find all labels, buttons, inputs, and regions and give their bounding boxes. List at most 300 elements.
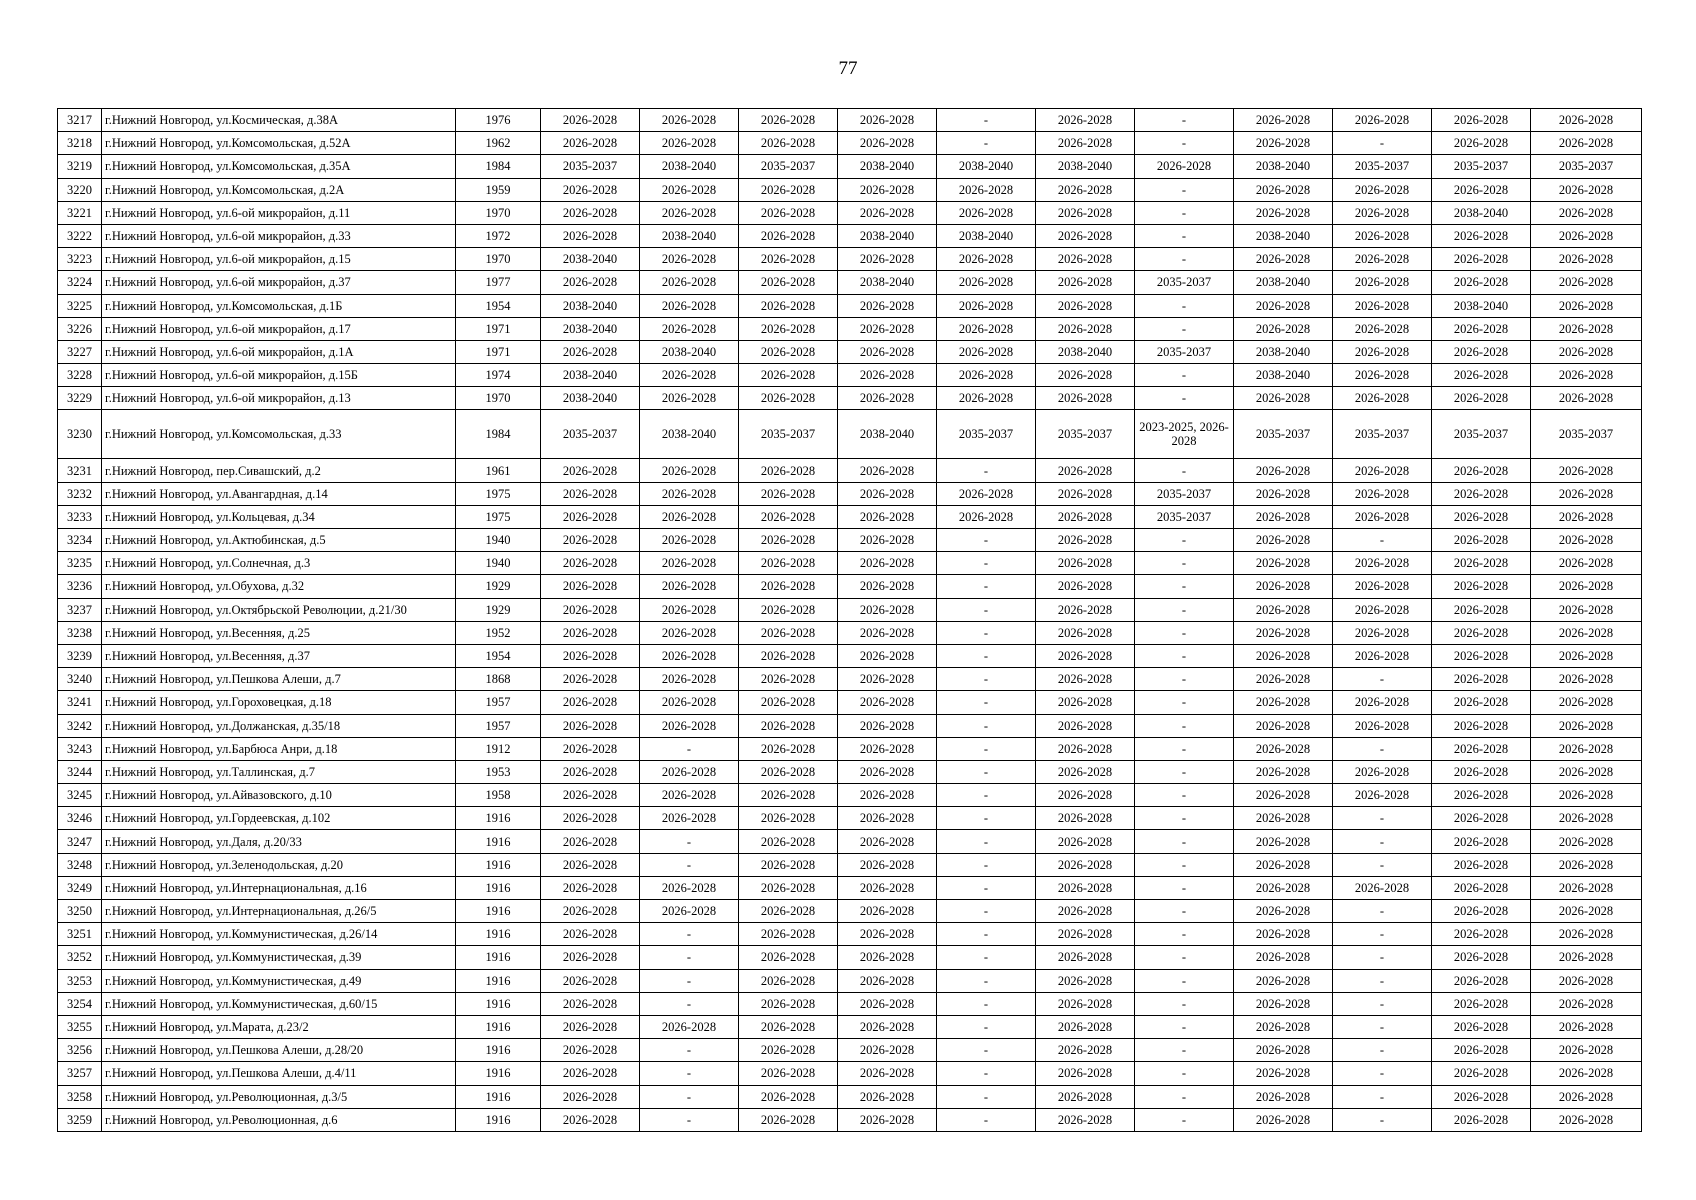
repair-period-cell: -	[1333, 1039, 1432, 1062]
repair-period-cell: 2026-2028	[1531, 1085, 1642, 1108]
repair-period-cell: 2026-2028	[838, 946, 937, 969]
repair-period-cell: -	[1135, 364, 1234, 387]
repair-period-cell: 2026-2028	[838, 853, 937, 876]
repair-period-cell: 2026-2028	[541, 760, 640, 783]
table-row	[58, 387, 1642, 410]
repair-period-cell: 2026-2028	[739, 529, 838, 552]
repair-period-cell: 2026-2028	[640, 317, 739, 340]
repair-period-cell: 2026-2028	[1036, 459, 1135, 482]
repair-period-cell: 2026-2028	[838, 760, 937, 783]
repair-period-cell: 2026-2028	[739, 621, 838, 644]
repair-period-cell: 2026-2028	[739, 505, 838, 528]
repair-period-cell: 2026-2028	[838, 505, 937, 528]
repair-period-cell: 2026-2028	[1234, 668, 1333, 691]
repair-period-cell: 2035-2037	[1333, 410, 1432, 459]
build-year-cell: 1953	[456, 760, 541, 783]
repair-period-cell: 2038-2040	[541, 294, 640, 317]
repair-period-cell: 2026-2028	[1234, 201, 1333, 224]
repair-period-cell: 2026-2028	[1234, 807, 1333, 830]
repair-period-cell: 2038-2040	[640, 340, 739, 363]
repair-period-cell: 2026-2028	[838, 1108, 937, 1131]
repair-period-cell: 2026-2028	[838, 644, 937, 667]
address-cell: г.Нижний Новгород, ул.Коммунистическая, д.60/15	[102, 992, 456, 1015]
address-cell: г.Нижний Новгород, ул.Комсомольская, д.1Б	[102, 294, 456, 317]
row-number-cell: 3245	[58, 784, 102, 807]
repair-period-cell: 2038-2040	[1234, 364, 1333, 387]
repair-period-cell: -	[1135, 992, 1234, 1015]
repair-period-cell: 2026-2028	[739, 668, 838, 691]
repair-period-cell: 2026-2028	[1036, 1085, 1135, 1108]
repair-period-cell: 2026-2028	[1531, 598, 1642, 621]
repair-period-cell: 2026-2028	[937, 482, 1036, 505]
build-year-cell: 1916	[456, 1085, 541, 1108]
address-cell: г.Нижний Новгород, ул.Таллинская, д.7	[102, 760, 456, 783]
repair-period-cell: 2026-2028	[1234, 969, 1333, 992]
repair-period-cell: 2026-2028	[1036, 178, 1135, 201]
repair-period-cell: 2026-2028	[1036, 271, 1135, 294]
repair-period-cell: 2026-2028	[1036, 644, 1135, 667]
repair-period-cell: 2026-2028	[1432, 737, 1531, 760]
repair-period-cell: 2026-2028	[739, 132, 838, 155]
repair-period-cell: 2026-2028	[1333, 224, 1432, 247]
repair-period-cell: 2038-2040	[1432, 294, 1531, 317]
row-number-cell: 3253	[58, 969, 102, 992]
repair-period-cell: 2035-2037	[1135, 482, 1234, 505]
repair-period-cell: 2026-2028	[541, 969, 640, 992]
repair-period-cell: 2026-2028	[640, 900, 739, 923]
row-number-cell: 3254	[58, 992, 102, 1015]
repair-period-cell: 2026-2028	[739, 552, 838, 575]
repair-period-cell: 2026-2028	[838, 969, 937, 992]
repair-period-cell: 2026-2028	[1234, 552, 1333, 575]
repair-period-cell: 2026-2028	[1531, 830, 1642, 853]
repair-period-cell: 2026-2028	[1036, 668, 1135, 691]
address-cell: г.Нижний Новгород, ул.Марата, д.23/2	[102, 1015, 456, 1038]
repair-period-cell: -	[1135, 387, 1234, 410]
repair-period-cell: -	[937, 1108, 1036, 1131]
repair-period-cell: -	[1333, 1015, 1432, 1038]
repair-period-cell: 2026-2028	[1531, 876, 1642, 899]
repair-period-cell: 2035-2037	[1036, 410, 1135, 459]
repair-period-cell: 2026-2028	[1531, 340, 1642, 363]
repair-period-cell: 2026-2028	[1234, 459, 1333, 482]
repair-period-cell: 2026-2028	[640, 271, 739, 294]
address-cell: г.Нижний Новгород, ул.Комсомольская, д.52А	[102, 132, 456, 155]
repair-period-cell: 2026-2028	[640, 294, 739, 317]
repair-period-cell: 2026-2028	[1432, 317, 1531, 340]
repair-period-cell: 2026-2028	[1531, 1108, 1642, 1131]
repair-period-cell: 2026-2028	[1234, 992, 1333, 1015]
repair-period-cell: 2026-2028	[739, 364, 838, 387]
repair-period-cell: 2026-2028	[838, 691, 937, 714]
address-cell: г.Нижний Новгород, ул.Коммунистическая, д.39	[102, 946, 456, 969]
repair-period-cell: 2026-2028	[1234, 714, 1333, 737]
repair-period-cell: -	[1333, 969, 1432, 992]
build-year-cell: 1952	[456, 621, 541, 644]
build-year-cell: 1916	[456, 923, 541, 946]
repair-period-cell: 2026-2028	[1333, 201, 1432, 224]
repair-period-cell: 2026-2028	[1432, 505, 1531, 528]
repair-period-cell: 2026-2028	[838, 459, 937, 482]
address-cell: г.Нижний Новгород, ул.Обухова, д.32	[102, 575, 456, 598]
repair-period-cell: -	[1135, 760, 1234, 783]
address-cell: г.Нижний Новгород, ул.Зеленодольская, д.20	[102, 853, 456, 876]
repair-period-cell: -	[640, 830, 739, 853]
build-year-cell: 1972	[456, 224, 541, 247]
table-row	[58, 410, 1642, 459]
repair-period-cell: -	[937, 1039, 1036, 1062]
repair-period-cell: -	[1333, 1085, 1432, 1108]
build-year-cell: 1916	[456, 969, 541, 992]
repair-period-cell: 2026-2028	[541, 807, 640, 830]
address-cell: г.Нижний Новгород, ул.Гордеевская, д.102	[102, 807, 456, 830]
repair-period-cell: 2026-2028	[1531, 178, 1642, 201]
repair-period-cell: 2026-2028	[1234, 1015, 1333, 1038]
address-cell: г.Нижний Новгород, ул.6-ой микрорайон, д.33	[102, 224, 456, 247]
repair-period-cell: 2026-2028	[1036, 830, 1135, 853]
repair-period-cell: 2026-2028	[1036, 853, 1135, 876]
table-row	[58, 644, 1642, 667]
row-number-cell: 3255	[58, 1015, 102, 1038]
repair-period-cell: 2026-2028	[937, 294, 1036, 317]
table-row	[58, 969, 1642, 992]
repair-period-cell: -	[1135, 969, 1234, 992]
address-cell: г.Нижний Новгород, ул.Пешкова Алеши, д.7	[102, 668, 456, 691]
repair-period-cell: 2038-2040	[838, 410, 937, 459]
build-year-cell: 1940	[456, 552, 541, 575]
repair-period-cell: 2026-2028	[1036, 248, 1135, 271]
table-row	[58, 760, 1642, 783]
repair-period-cell: 2026-2028	[541, 109, 640, 132]
repair-period-cell: 2026-2028	[739, 482, 838, 505]
repair-period-cell: 2026-2028	[838, 900, 937, 923]
row-number-cell: 3238	[58, 621, 102, 644]
repair-period-cell: 2026-2028	[1333, 644, 1432, 667]
repair-period-cell: 2038-2040	[1234, 340, 1333, 363]
repair-period-cell: 2026-2028	[1531, 691, 1642, 714]
repair-period-cell: 2026-2028	[838, 668, 937, 691]
repair-period-cell: 2026-2028	[640, 575, 739, 598]
table-row	[58, 178, 1642, 201]
repair-period-cell: -	[640, 1108, 739, 1131]
repair-period-cell: 2026-2028	[1036, 364, 1135, 387]
repair-period-cell: -	[937, 760, 1036, 783]
repair-period-cell: 2026-2028	[838, 109, 937, 132]
repair-period-cell: 2026-2028	[838, 294, 937, 317]
repair-period-cell: 2026-2028	[1234, 482, 1333, 505]
repair-period-cell: -	[1135, 900, 1234, 923]
repair-period-cell: 2026-2028	[838, 1085, 937, 1108]
repair-period-cell: 2026-2028	[640, 178, 739, 201]
build-year-cell: 1916	[456, 1108, 541, 1131]
repair-period-cell: 2026-2028	[1234, 598, 1333, 621]
repair-period-cell: -	[937, 459, 1036, 482]
row-number-cell: 3232	[58, 482, 102, 505]
repair-period-cell: -	[640, 1062, 739, 1085]
repair-period-cell: 2026-2028	[1432, 1062, 1531, 1085]
repair-period-cell: 2026-2028	[1333, 505, 1432, 528]
repair-period-cell: 2026-2028	[838, 575, 937, 598]
row-number-cell: 3222	[58, 224, 102, 247]
repair-period-cell: 2026-2028	[838, 737, 937, 760]
repair-period-cell: 2026-2028	[1432, 830, 1531, 853]
repair-period-cell: 2026-2028	[1531, 364, 1642, 387]
repair-period-cell: 2026-2028	[1531, 482, 1642, 505]
row-number-cell: 3240	[58, 668, 102, 691]
repair-period-cell: 2026-2028	[640, 132, 739, 155]
repair-period-cell: -	[1333, 923, 1432, 946]
repair-period-cell: 2026-2028	[1333, 248, 1432, 271]
address-cell: г.Нижний Новгород, ул.Комсомольская, д.33	[102, 410, 456, 459]
repair-period-cell: 2026-2028	[739, 784, 838, 807]
build-year-cell: 1977	[456, 271, 541, 294]
row-number-cell: 3249	[58, 876, 102, 899]
row-number-cell: 3219	[58, 155, 102, 178]
repair-period-cell: 2026-2028	[739, 109, 838, 132]
repair-period-cell: 2026-2028	[1234, 529, 1333, 552]
repair-period-cell: -	[640, 946, 739, 969]
repair-period-cell: 2038-2040	[838, 271, 937, 294]
repair-period-cell: 2026-2028	[838, 178, 937, 201]
repair-period-cell: 2026-2028	[1531, 387, 1642, 410]
address-cell: г.Нижний Новгород, ул.6-ой микрорайон, д.15Б	[102, 364, 456, 387]
repair-period-cell: 2026-2028	[1432, 621, 1531, 644]
repair-period-cell: -	[1333, 830, 1432, 853]
repair-period-cell: -	[640, 969, 739, 992]
repair-period-cell: 2026-2028	[1432, 387, 1531, 410]
repair-period-cell: 2026-2028	[1432, 644, 1531, 667]
repair-period-cell: 2026-2028	[937, 248, 1036, 271]
table-row	[58, 201, 1642, 224]
repair-period-cell: 2035-2037	[541, 410, 640, 459]
row-number-cell: 3257	[58, 1062, 102, 1085]
table-row	[58, 830, 1642, 853]
repair-period-cell: 2026-2028	[739, 992, 838, 1015]
repair-period-cell: -	[1135, 575, 1234, 598]
repair-period-cell: -	[640, 1085, 739, 1108]
repair-period-cell: -	[1135, 784, 1234, 807]
repair-period-cell: 2026-2028	[1333, 714, 1432, 737]
repair-period-cell: -	[1135, 529, 1234, 552]
repair-period-cell: 2026-2028	[1036, 201, 1135, 224]
repair-period-cell: 2026-2028	[739, 271, 838, 294]
repair-period-cell: -	[937, 644, 1036, 667]
repair-period-cell: 2026-2028	[541, 876, 640, 899]
repair-period-cell: -	[937, 807, 1036, 830]
address-cell: г.Нижний Новгород, ул.Солнечная, д.3	[102, 552, 456, 575]
address-cell: г.Нижний Новгород, ул.6-ой микрорайон, д.11	[102, 201, 456, 224]
repair-period-cell: 2026-2028	[541, 1085, 640, 1108]
repair-period-cell: 2026-2028	[1036, 317, 1135, 340]
repair-period-cell: 2026-2028	[1036, 294, 1135, 317]
repair-period-cell: -	[1135, 1062, 1234, 1085]
repair-period-cell: 2026-2028	[1531, 529, 1642, 552]
repair-period-cell: 2026-2028	[1432, 668, 1531, 691]
table-row	[58, 529, 1642, 552]
repair-period-cell: -	[937, 946, 1036, 969]
build-year-cell: 1912	[456, 737, 541, 760]
repair-period-cell: 2026-2028	[937, 387, 1036, 410]
repair-period-cell: 2026-2028	[1531, 505, 1642, 528]
repair-period-cell: 2026-2028	[1531, 224, 1642, 247]
repair-period-cell: 2026-2028	[541, 668, 640, 691]
repair-period-cell: 2026-2028	[1531, 668, 1642, 691]
repair-period-cell: 2026-2028	[1036, 900, 1135, 923]
row-number-cell: 3229	[58, 387, 102, 410]
build-year-cell: 1970	[456, 387, 541, 410]
repair-period-cell: 2026-2028	[739, 969, 838, 992]
table-row	[58, 853, 1642, 876]
repair-period-cell: 2026-2028	[541, 830, 640, 853]
build-year-cell: 1916	[456, 1062, 541, 1085]
row-number-cell: 3247	[58, 830, 102, 853]
repair-period-cell: -	[937, 109, 1036, 132]
repair-period-cell: 2026-2028	[739, 340, 838, 363]
table-row	[58, 340, 1642, 363]
table-row	[58, 737, 1642, 760]
address-cell: г.Нижний Новгород, пер.Сивашский, д.2	[102, 459, 456, 482]
repair-period-cell: 2026-2028	[1432, 691, 1531, 714]
repair-period-cell: 2026-2028	[541, 992, 640, 1015]
repair-period-cell: 2026-2028	[1432, 459, 1531, 482]
row-number-cell: 3231	[58, 459, 102, 482]
repair-period-cell: -	[937, 737, 1036, 760]
repair-period-cell: -	[937, 1015, 1036, 1038]
repair-period-cell: -	[1333, 668, 1432, 691]
repair-period-cell: -	[1333, 807, 1432, 830]
repair-period-cell: 2026-2028	[1036, 621, 1135, 644]
build-year-cell: 1976	[456, 109, 541, 132]
repair-period-cell: -	[640, 923, 739, 946]
repair-period-cell: 2026-2028	[838, 992, 937, 1015]
address-cell: г.Нижний Новгород, ул.Кольцевая, д.34	[102, 505, 456, 528]
build-year-cell: 1916	[456, 807, 541, 830]
repair-period-cell: 2026-2028	[1036, 1108, 1135, 1131]
repair-period-cell: 2026-2028	[1036, 482, 1135, 505]
repair-period-cell: 2026-2028	[1036, 1062, 1135, 1085]
repair-period-cell: 2026-2028	[1432, 807, 1531, 830]
repair-period-cell: 2026-2028	[1432, 900, 1531, 923]
row-number-cell: 3220	[58, 178, 102, 201]
repair-period-cell: 2026-2028	[1432, 853, 1531, 876]
repair-period-cell: 2038-2040	[541, 248, 640, 271]
build-year-cell: 1916	[456, 900, 541, 923]
address-cell: г.Нижний Новгород, ул.Айвазовского, д.10	[102, 784, 456, 807]
repair-period-cell: -	[1135, 737, 1234, 760]
repair-period-cell: 2026-2028	[1531, 294, 1642, 317]
table-row	[58, 923, 1642, 946]
row-number-cell: 3244	[58, 760, 102, 783]
table-row	[58, 271, 1642, 294]
repair-period-cell: -	[937, 830, 1036, 853]
repair-period-cell: -	[1333, 992, 1432, 1015]
repair-period-cell: 2026-2028	[1333, 784, 1432, 807]
repair-period-cell: -	[1135, 668, 1234, 691]
row-number-cell: 3236	[58, 575, 102, 598]
repair-period-cell: 2026-2028	[1036, 714, 1135, 737]
repair-period-cell: 2035-2037	[937, 410, 1036, 459]
build-year-cell: 1929	[456, 598, 541, 621]
repair-period-cell: 2026-2028	[640, 482, 739, 505]
repair-period-cell: 2026-2028	[1333, 178, 1432, 201]
repair-period-cell: 2026-2028	[1432, 482, 1531, 505]
repair-period-cell: 2035-2037	[1135, 505, 1234, 528]
address-cell: г.Нижний Новгород, ул.Должанская, д.35/18	[102, 714, 456, 737]
repair-period-cell: -	[1333, 900, 1432, 923]
repair-period-cell: -	[1135, 552, 1234, 575]
repair-period-cell: 2026-2028	[1234, 1062, 1333, 1085]
row-number-cell: 3241	[58, 691, 102, 714]
table-row	[58, 248, 1642, 271]
repair-period-cell: 2026-2028	[937, 178, 1036, 201]
repair-period-cell: 2026-2028	[1432, 178, 1531, 201]
repair-period-cell: 2026-2028	[541, 340, 640, 363]
repair-period-cell: -	[1135, 248, 1234, 271]
repair-period-cell: -	[1135, 132, 1234, 155]
address-cell: г.Нижний Новгород, ул.6-ой микрорайон, д.37	[102, 271, 456, 294]
table-row	[58, 1085, 1642, 1108]
row-number-cell: 3217	[58, 109, 102, 132]
repair-period-cell: 2026-2028	[640, 644, 739, 667]
build-year-cell: 1954	[456, 294, 541, 317]
repair-period-cell: 2026-2028	[1234, 737, 1333, 760]
repair-period-cell: 2038-2040	[1234, 224, 1333, 247]
repair-period-cell: 2026-2028	[541, 1039, 640, 1062]
repair-period-cell: 2026-2028	[838, 482, 937, 505]
repair-period-cell: 2026-2028	[1333, 552, 1432, 575]
build-year-cell: 1929	[456, 575, 541, 598]
repair-period-cell: -	[1135, 201, 1234, 224]
repair-period-cell: 2026-2028	[541, 644, 640, 667]
repair-period-cell: 2026-2028	[1234, 387, 1333, 410]
repair-period-cell: 2026-2028	[1036, 691, 1135, 714]
repair-period-cell: 2026-2028	[1234, 946, 1333, 969]
repair-period-cell: -	[937, 992, 1036, 1015]
repair-period-cell: 2026-2028	[1234, 575, 1333, 598]
table-row	[58, 784, 1642, 807]
repair-period-cell: 2026-2028	[739, 1039, 838, 1062]
repair-period-cell: 2026-2028	[1432, 923, 1531, 946]
repair-period-cell: 2026-2028	[640, 876, 739, 899]
address-cell: г.Нижний Новгород, ул.Революционная, д.6	[102, 1108, 456, 1131]
table-row	[58, 946, 1642, 969]
repair-period-cell: 2026-2028	[1333, 387, 1432, 410]
address-cell: г.Нижний Новгород, ул.Интернациональная, д.26/5	[102, 900, 456, 923]
repair-period-cell: 2026-2028	[739, 923, 838, 946]
table-row	[58, 807, 1642, 830]
row-number-cell: 3252	[58, 946, 102, 969]
row-number-cell: 3237	[58, 598, 102, 621]
build-year-cell: 1970	[456, 248, 541, 271]
build-year-cell: 1971	[456, 317, 541, 340]
address-cell: г.Нижний Новгород, ул.Интернациональная, д.16	[102, 876, 456, 899]
repair-period-cell: 2026-2028	[541, 691, 640, 714]
repair-period-cell: -	[937, 132, 1036, 155]
repair-period-cell: 2026-2028	[838, 340, 937, 363]
address-cell: г.Нижний Новгород, ул.Авангардная, д.14	[102, 482, 456, 505]
repair-period-cell: 2026-2028	[640, 109, 739, 132]
repair-period-cell: 2026-2028	[1036, 992, 1135, 1015]
table-row	[58, 621, 1642, 644]
repair-period-cell: 2035-2037	[1135, 340, 1234, 363]
repair-period-cell: 2026-2028	[1531, 969, 1642, 992]
repair-period-cell: 2026-2028	[838, 598, 937, 621]
repair-period-cell: 2026-2028	[640, 714, 739, 737]
repair-period-cell: 2026-2028	[838, 248, 937, 271]
repair-period-cell: -	[1135, 830, 1234, 853]
row-number-cell: 3248	[58, 853, 102, 876]
repair-period-cell: 2038-2040	[640, 410, 739, 459]
